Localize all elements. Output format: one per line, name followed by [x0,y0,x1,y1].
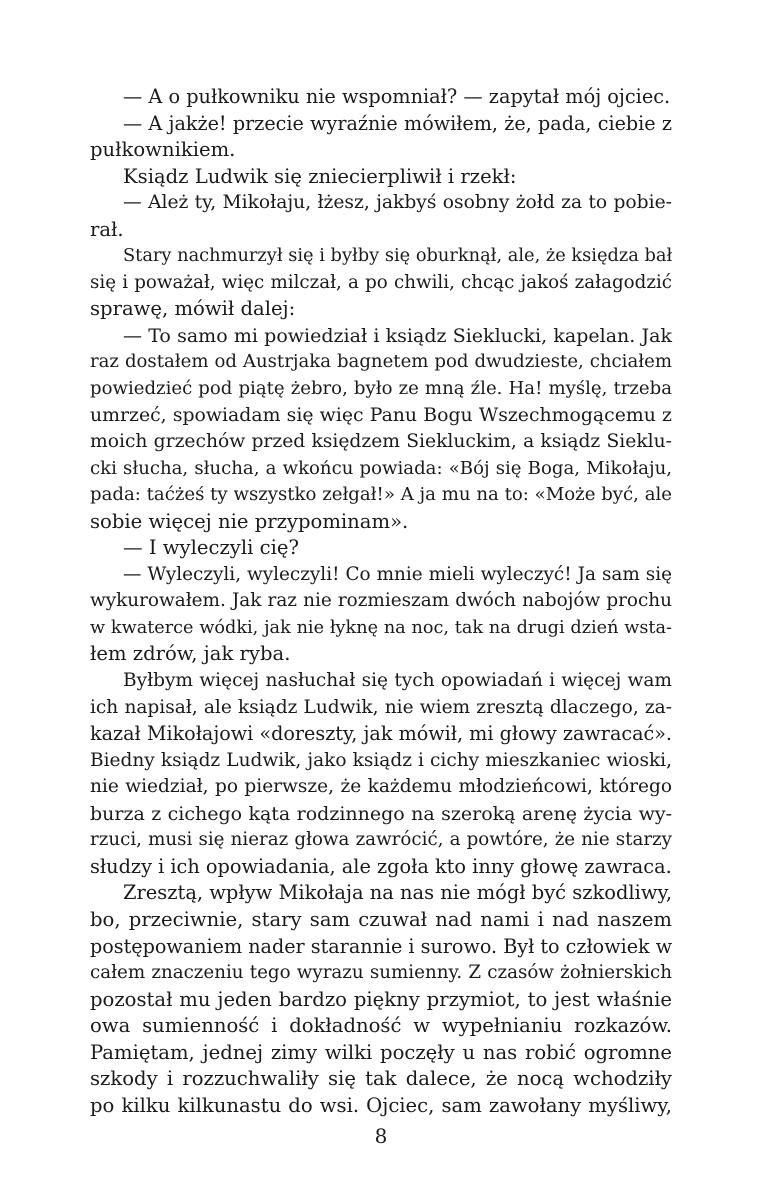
text-line: Stary nachmurzył się i byłby się oburknął, ale, że księdza bał [123,245,673,267]
text-line: pada: taćżeś ty wszystko zełgał!» A ja mu na to: «Może być, ale [90,484,672,506]
text-line: pozostał mu jeden bardzo piękny przymiot, to jest właśnie [90,987,672,1011]
text-line: szkody i rozzuchwaliły się tak dalece, że nocą wchodziły [90,1067,672,1091]
text-line: nie wiedział, po pierwsze, że każdemu młodzieńcowi, którego [90,776,672,798]
page-number: 8 [374,1124,388,1148]
text-line: raz dostałem od Austrjaka bagnetem pod dwudzieste, chciałem [90,351,672,373]
text-line: słudzy i ich opowiadania, ale zgoła kto inny głowę zawraca. [90,854,672,878]
text-line: burza z cichego kąta rodzinnego na szeroką arenę życia wy- [90,802,672,825]
text-line: owa sumienność i dokładność w wypełnianiu rozkazów. [90,1014,672,1038]
text-line: Biedny ksiądz Ludwik, jako ksiądz i cichy mieszkaniec wioski, [90,749,672,771]
text-line: — To samo mi powiedział i ksiądz Sieklucki, kapelan. Jak [123,324,672,347]
text-line: umrzeć, spowiadam się więc Panu Bogu Wszechmogącemu z [90,404,672,426]
text-line: sobie więcej nie przypominam». [90,509,409,533]
text-line: Pamiętam, jednej zimy wilki poczęły u nas robić ogromne [90,1040,672,1064]
text-line: — Wyleczyli, wyleczyli! Co mnie mieli wyleczyć! Ja sam się [123,563,672,585]
text-line: pułkownikiem. [90,138,236,162]
text-line: — Ależ ty, Mikołaju, łżesz, jakbyś osobny żołd za to pobie- [123,192,672,214]
text-line: postępowaniem nader starannie i surowo. Był to człowiek w [90,934,673,958]
text-line: się i poważał, więc milczał, a po chwili, chcąc jakoś załagodzić [90,271,672,293]
text-line: rał. [90,217,124,241]
text-line: moich grzechów przed księdzem Siekluckim, a ksiądz Sieklu- [90,431,672,453]
text-line: — I wyleczyli cię? [123,536,299,560]
body-text [90,84,672,1119]
text-line: sprawę, mówił dalej: [90,297,296,321]
text-line: wykurowałem. Jak raz nie rozmieszam dwóch nabojów prochu [90,590,672,612]
text-line: Byłbym więcej nasłuchał się tych opowiadań i więcej wam [123,670,672,692]
text-line: — A o pułkowniku nie wspomniał? — zapytał mój ojciec. [123,85,671,108]
text-line: bo, przeciwnie, stary sam czuwał nad nami i nad naszem [90,907,672,931]
text-line: po kilku kilkunastu do wsi. Ojciec, sam zawołany myśliwy, [90,1093,672,1117]
text-line: powiedzieć pod piątę żebro, było ze mną źle. Ha! myślę, trzeba [90,378,672,400]
text-line: — A jakże! przecie wyraźnie mówiłem, że, pada, ciebie z [123,111,672,135]
text-line: całem znaczeniu tego wyrazu sumienny. Z czasów żołnierskich [90,962,672,984]
text-line: kazał Mikołajowi «doreszty, jak mówił, mi głowy zawracać». [90,722,672,746]
text-line: w kwaterce wódki, jak nie łyknę na noc, tak na drugi dzień wsta- [90,617,672,638]
text-line: ich napisał, ale ksiądz Ludwik, nie wiem zresztą dlaczego, za- [90,696,672,718]
text-line: cki słucha, słucha, a wkońcu powiada: «Bój się Boga, Mikołaju, [90,457,672,479]
text-line: rzuci, musi się nieraz głowa zawrócić, a powtóre, że nie starzy [90,829,672,851]
text-line: Zresztą, wpływ Mikołaja na nas nie mógł być szkodliwy, [123,881,673,905]
text-line: Ksiądz Ludwik się zniecierpliwił i rzekł: [123,164,517,188]
text-line: łem zdrów, jak ryba. [90,642,291,666]
